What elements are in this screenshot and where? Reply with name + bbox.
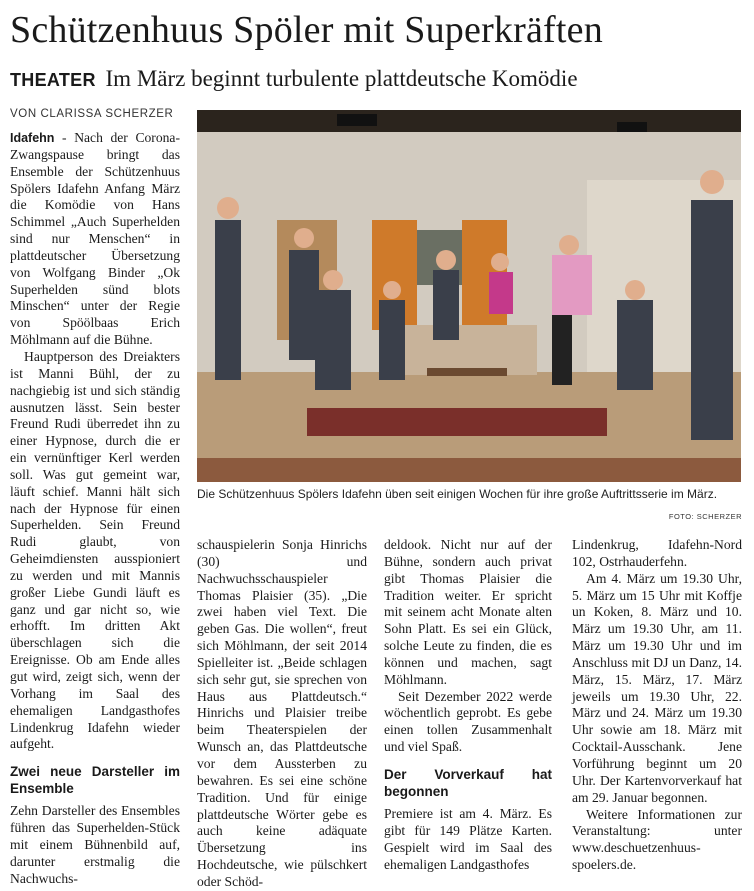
paragraph-5-end: Lindenkrug, Idafehn-Nord 102, Ostrhauderfehn. (572, 537, 742, 569)
subhead-ensemble: Zwei neue Darsteller im Ensemble (10, 764, 180, 797)
paragraph-3-end: deldook. Nicht nur auf der Bühne, sondern auch privat gibt Thomas Plaisier die Tradition weiter. Er spricht mit seinem acht Monate alten Sohn Platt. Es sei ein Glück, solche Leute zu finden, die es können und machen, sagt Möhlmann. (384, 537, 552, 687)
stage-photo-image (197, 110, 741, 482)
paragraph-1-text: - Nach der Corona-Zwangspause bringt das Ensemble der Schützenhuus Spölers Idafehn Anfang März die Komödie von Hans Schimmel „Auch Superhelden sind nur Menschen“ in plattdeutscher Übersetzung von Wolfgang Binder „Ok Superhelden sünd blots Minschen“ unter der Regie von Spöölbaas Erich Möhlmann auf die Bühne. (10, 130, 180, 348)
paragraph-3: Zehn Darsteller des Ensembles führen das Superhelden-Stück mit einem Bühnenbild auf, darunter erstmalig die Nachwuchs- (10, 803, 180, 886)
subline-kicker: THEATER (10, 70, 96, 90)
paragraph-5: Premiere ist am 4. März. Es gibt für 149 Plätze Karten. Gespielt wird im Saal des ehemaligen Landgasthofes (384, 805, 552, 872)
photo-caption: Die Schützenhuus Spölers Idafehn üben seit einigen Wochen für ihre große Auftrittsserie im März. (197, 487, 718, 501)
article-column-1 (10, 130, 180, 887)
paragraph-3-cont: schauspielerin Sonja Hinrichs (30) und Nachwuchsschauspieler Thomas Plaisier (35). „Die zwei haben viel Text. Die geben Gas. Die wollen“, freut sich Möhlmann, der seit 2014 Spielleiter ist. „Beide schlagen sich sehr gut, sie sprechen von Haus aus Plattdeutsch.“ Hinrichs und Plaisier treibe beim Theaterspielen der Wunsch an, das Plattdeutsche vor dem Aussterben zu bewahren. Es sei eine schöne Tradition. Und für einige plattdeutsche Wörter gebe es auch keine adäquate Übersetzung ins Hochdeutsche, wie pülschkert oder Schöd- (197, 537, 367, 889)
paragraph-4: Seit Dezember 2022 werde wöchentlich geprobt. Es gebe einen tollen Zusammenhalt und viel Spaß. (384, 688, 552, 755)
lead-place: Idafehn (10, 131, 55, 145)
subline-text: Im März beginnt turbulente plattdeutsche Komödie (105, 66, 578, 91)
paragraph-1 (10, 130, 180, 349)
paragraph-7: Weitere Informationen zur Veranstaltung: unter www.deschuetzenhuus-spoelers.de. (572, 806, 742, 873)
byline: VON CLARISSA SCHERZER (10, 108, 174, 120)
paragraph-2: Hauptperson des Dreiakters ist Manni Bühl, der zu nachgiebig ist und sich ständig ausnutzen lässt. Sein bester Freund Rudi überredet ihn zu einer Hypnose, durch die er ein vernünftiger Kerl werden soll. Was gut gemeint war, läuft schief. Manni hält sich nach der Hypnose für einen Superhelden. Sein Freund Rudi glaubt, von Geheimdiensten ausspioniert zu werden und mit Mannis großer Liebe Gundi läuft es ganz und gar nicht so, wie erhofft. Im dritten Akt überschlagen sich die Ereignisse. Ob am Ende alles gut wird, zeigt sich, wenn der Vorhang im Saal des ehemaligen Landgasthofes Lindenkrug Idafehn wieder aufgeht. (10, 348, 180, 752)
article-column-2 (197, 537, 367, 891)
photo-credit: FOTO: SCHERZER (668, 512, 742, 521)
headline: Schützenhuus Spöler mit Superkräften (10, 9, 603, 51)
article-column-3 (384, 537, 552, 873)
article-column-4 (572, 537, 742, 874)
stage-photo (197, 110, 741, 482)
subline (10, 64, 578, 95)
paragraph-6: Am 4. März um 19.30 Uhr, 5. März um 15 Uhr mit Koffje un Koken, 8. März und 10. März um 19.30 Uhr, am 11. März um 19.30 Uhr und im Anschluss mit DJ un Danz, 14. März, 15. März, 17. März jeweils um 19.30 Uhr, 22. März und 24. März um 19.30 Uhr sowie am 18. März mit Cocktail-Ausschank. Jene Vorführung beginnt um 20 Uhr. Der Kartenvorverkauf hat am 29. Januar begonnen. (572, 570, 742, 805)
subhead-vorverkauf: Der Vorverkauf hat begonnen (384, 766, 552, 799)
